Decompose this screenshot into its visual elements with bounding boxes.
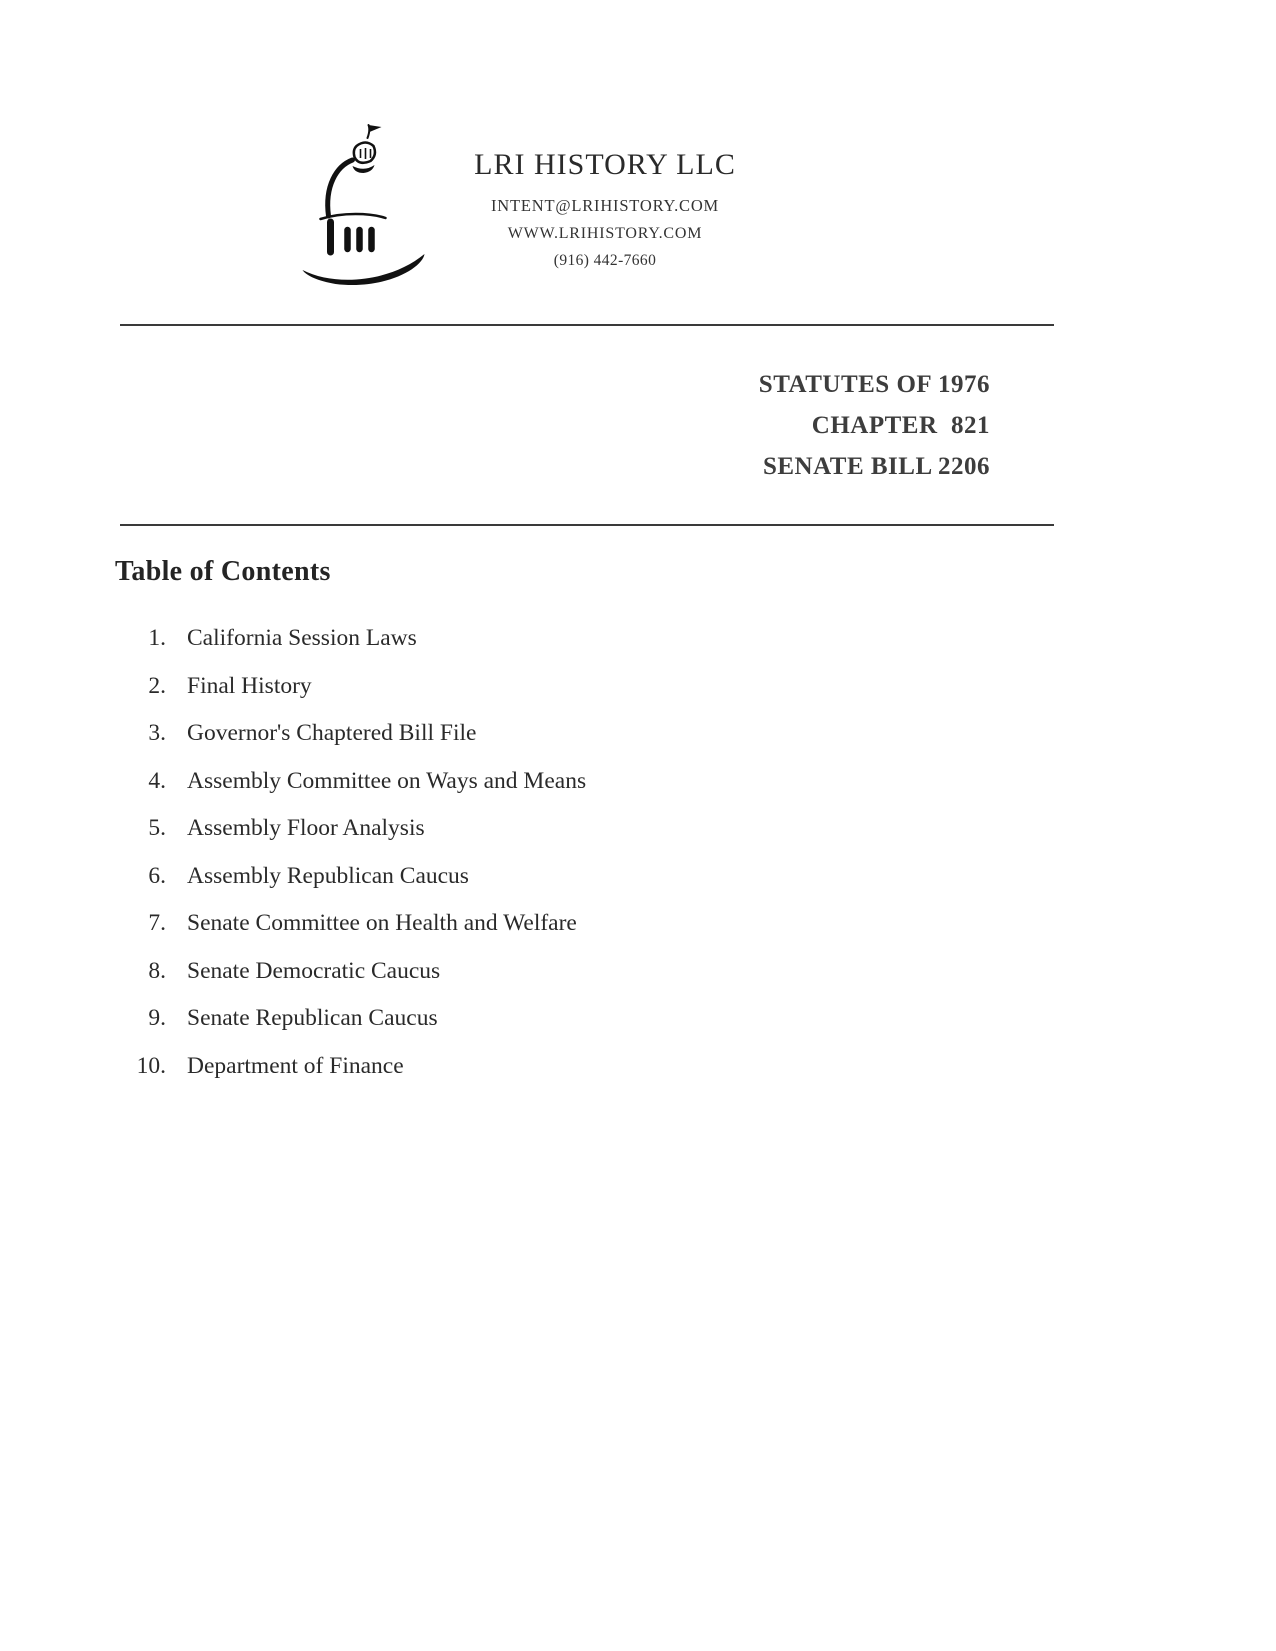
company-name: LRI HISTORY LLC	[474, 148, 736, 181]
toc-item-label: Governor's Chaptered Bill File	[187, 720, 477, 746]
letterhead	[420, 148, 790, 270]
toc-item	[114, 911, 586, 936]
toc-item	[114, 674, 586, 699]
company-website: WWW.LRIHISTORY.COM	[507, 225, 703, 242]
toc-item-label: Senate Democratic Caucus	[187, 957, 441, 984]
toc-item-number: 8.	[148, 957, 166, 984]
toc-item-label: Department of Finance	[187, 1052, 404, 1079]
toc-item-label: Senate Committee on Health and Welfare	[187, 910, 577, 936]
toc-item-number: 6.	[148, 862, 166, 889]
toc-item-number: 7.	[148, 910, 166, 936]
toc-item	[114, 769, 586, 794]
toc-item-number: 9.	[148, 1005, 166, 1031]
toc-heading: Table of Contents	[115, 556, 331, 587]
toc-item	[114, 1054, 586, 1079]
toc-item-number: 1.	[148, 625, 166, 651]
toc-item-label: Assembly Floor Analysis	[187, 815, 425, 841]
toc-item-number: 4.	[148, 767, 166, 794]
divider-top	[120, 324, 1054, 326]
toc-item	[114, 816, 586, 841]
toc-list	[114, 626, 586, 1101]
chapter-line: CHAPTER 821	[811, 412, 990, 439]
toc-item-number: 10.	[136, 1052, 166, 1079]
senate-bill-line: SENATE BILL 2206	[762, 453, 990, 480]
statute-title-block	[759, 364, 990, 487]
toc-item-label: California Session Laws	[187, 625, 417, 651]
statutes-line: STATUTES OF 1976	[758, 371, 990, 398]
toc-item-number: 5.	[148, 815, 166, 841]
divider-bottom	[120, 524, 1054, 526]
toc-item-number: 3.	[148, 720, 166, 746]
toc-item-label: Assembly Committee on Ways and Means	[187, 767, 587, 794]
toc-item	[114, 959, 586, 984]
toc-item	[114, 864, 586, 889]
toc-item-label: Final History	[187, 672, 312, 699]
toc-item	[114, 721, 586, 746]
toc-item-number: 2.	[148, 672, 166, 699]
toc-item-label: Senate Republican Caucus	[187, 1005, 438, 1031]
toc-item-label: Assembly Republican Caucus	[187, 862, 469, 889]
toc-item	[114, 626, 586, 651]
toc-item	[114, 1006, 586, 1031]
company-phone: (916) 442-7660	[553, 252, 657, 269]
company-email: INTENT@LRIHISTORY.COM	[490, 196, 720, 215]
